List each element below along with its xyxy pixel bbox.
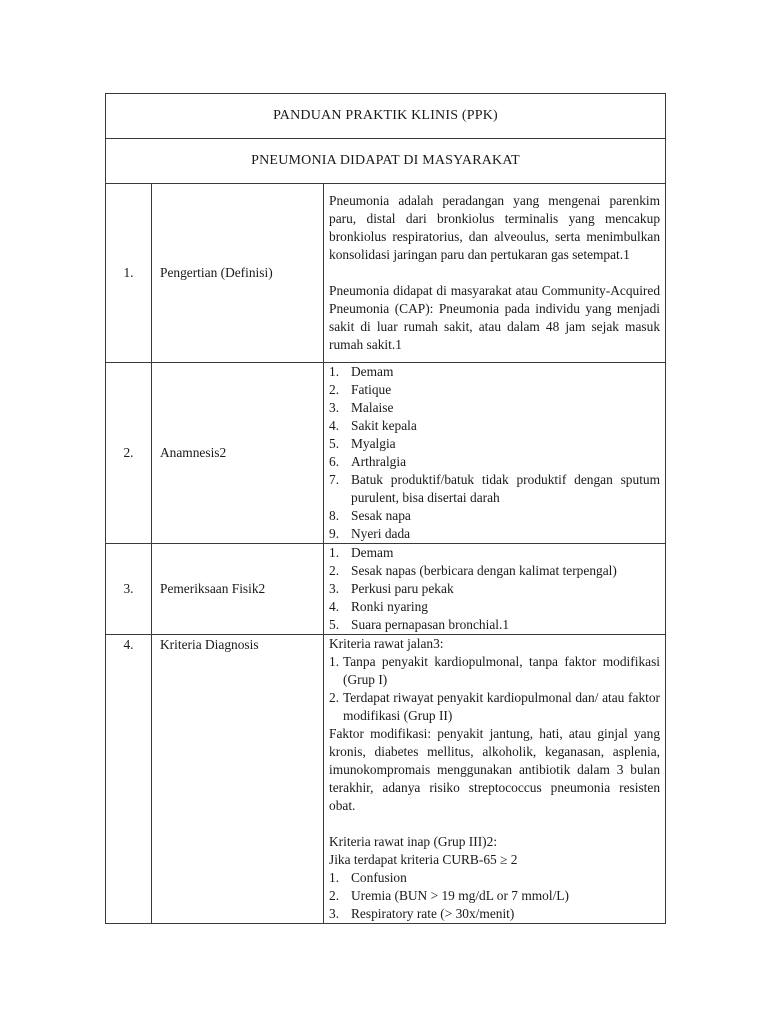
- document-subtitle: PNEUMONIA DIDAPAT DI MASYARAKAT: [106, 139, 666, 184]
- list-item: 1. Demam: [329, 545, 394, 560]
- title-row: [106, 94, 666, 139]
- list-item: 3. Malaise: [329, 400, 394, 415]
- definition-paragraph: Pneumonia adalah peradangan yang mengenai parenkim paru, distal dari bronkiolus terminalis yang mencakup bronkiolus respiratorius, dan alveoulus, serta menimbulkan konsolidasi jaringan paru dan pertukaran gas setempat.1: [329, 193, 661, 262]
- list-item: 2. Sesak napas (berbicara dengan kalimat terpengal): [329, 563, 617, 578]
- ppk-table: [105, 93, 666, 924]
- list-item: 2. Fatique: [329, 382, 392, 397]
- curb-65-text: Jika terdapat kriteria CURB-65 ≥ 2: [329, 852, 518, 867]
- inpatient-heading: Kriteria rawat inap (Grup III)2:: [329, 834, 498, 849]
- row-number: 2.: [106, 363, 152, 544]
- row-label: Kriteria Diagnosis: [152, 635, 324, 924]
- list-item: 1. Demam: [329, 364, 394, 379]
- outpatient-heading: Kriteria rawat jalan3:: [329, 636, 444, 651]
- list-item: 4. Ronki nyaring: [329, 599, 428, 614]
- row-label: Pengertian (Definisi): [152, 184, 324, 363]
- table-row-diagnosis-criteria: [106, 635, 666, 924]
- list-item: 8. Sesak napa: [329, 508, 411, 523]
- diagnosis-criteria-content: [324, 635, 666, 924]
- anamnesis-content: [324, 363, 666, 544]
- list-item: 5. Suara pernapasan bronchial.1: [329, 617, 510, 632]
- row-label: Anamnesis2: [152, 363, 324, 544]
- list-item: 6. Arthralgia: [329, 454, 407, 469]
- definition-paragraph: Pneumonia didapat di masyarakat atau Community-Acquired Pneumonia (CAP): Pneumonia pada individu yang menjadi sakit di luar rumah sakit, atau dalam 48 jam sejak masuk rumah sakit.1: [329, 283, 661, 352]
- row-label: Pemeriksaan Fisik2: [152, 544, 324, 635]
- list-item: 2. Terdapat riwayat penyakit kardiopulmonal dan/ atau faktor modifikasi (Grup II): [329, 690, 661, 723]
- list-item: 3. Respiratory rate (> 30x/menit): [329, 906, 515, 921]
- list-item: 5. Myalgia: [329, 436, 396, 451]
- document-title: PANDUAN PRAKTIK KLINIS (PPK): [106, 94, 666, 139]
- row-number: 3.: [106, 544, 152, 635]
- table-row-anamnesis: [106, 363, 666, 544]
- list-item: 2. Uremia (BUN > 19 mg/dL or 7 mmol/L): [329, 888, 569, 903]
- row-number: 4.: [106, 635, 152, 924]
- list-item: 7. Batuk produktif/batuk tidak produktif dengan sputum purulent, bisa disertai darah: [329, 472, 661, 505]
- definition-content: [324, 184, 666, 363]
- physical-exam-content: [324, 544, 666, 635]
- list-item: 3. Perkusi paru pekak: [329, 581, 454, 596]
- list-item: 4. Sakit kepala: [329, 418, 417, 433]
- list-item: 1. Confusion: [329, 870, 407, 885]
- modifier-factors-text: Faktor modifikasi: penyakit jantung, hati, atau ginjal yang kronis, diabetes mellitus, alkoholik, keganasan, asplenia, imunokompromais menggunakan antibiotik dalam 3 bulan terakhir, adanya risiko streptococcus pneumonia resisten obat.: [329, 726, 661, 813]
- table-row-physical-exam: [106, 544, 666, 635]
- table-row-definition: [106, 184, 666, 363]
- list-item: 9. Nyeri dada: [329, 526, 411, 541]
- row-number: 1.: [106, 184, 152, 363]
- list-item: 1. Tanpa penyakit kardiopulmonal, tanpa faktor modifikasi (Grup I): [329, 654, 661, 687]
- subtitle-row: [106, 139, 666, 184]
